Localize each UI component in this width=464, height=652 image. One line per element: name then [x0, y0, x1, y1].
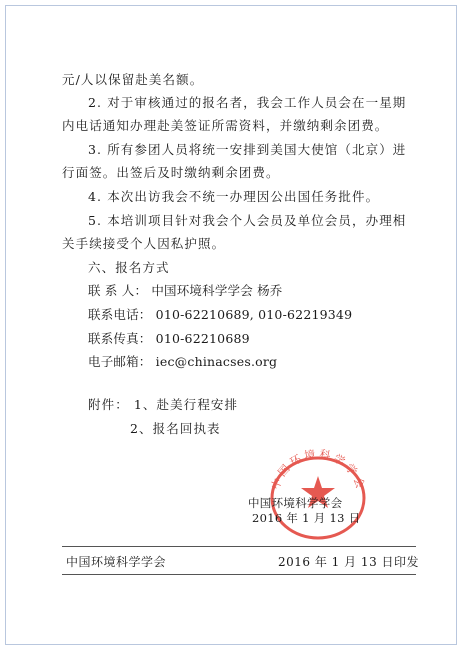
- section-title: 六、报名方式: [88, 260, 170, 275]
- attachment-1: 附件： 1、赴美行程安排: [88, 397, 239, 412]
- body-line-6: 4. 本次出访我会不统一办理因公出国任务批件。: [88, 189, 380, 204]
- signature-date: 2016 年 1 月 13 日: [252, 511, 361, 525]
- footer-date: 2016 年 1 月 13 日印发: [278, 555, 420, 569]
- body-line-5: 行面签。出签后及时缴纳剩余团费。: [62, 165, 280, 180]
- attachment-2: 2、报名回执表: [130, 421, 221, 436]
- body-line-8: 关手续接受个人因私护照。: [62, 236, 226, 251]
- body-line-7: 5. 本培训项目针对我会个人会员及单位会员，办理相: [88, 213, 407, 228]
- body-line-4: 3. 所有参团人员将统一安排到美国大使馆（北京）进: [88, 142, 407, 157]
- contact-email: 电子邮箱： iec@chinacses.org: [88, 354, 278, 369]
- seal-text: 中国环境科学学会: [268, 447, 368, 493]
- body-line-3: 内电话通知办理赴美签证所需资料，并缴纳剩余团费。: [62, 118, 389, 133]
- footer-top-rule: [62, 546, 416, 547]
- footer-bottom-rule: [62, 574, 416, 575]
- footer-org: 中国环境科学学会: [66, 555, 167, 569]
- signature-org: 中国环境科学学会: [248, 496, 343, 510]
- contact-phone: 联系电话： 010-62210689, 010-62219349: [88, 307, 353, 322]
- contact-person: 联 系 人： 中国环境科学学会 杨乔: [88, 283, 283, 298]
- body-line-2: 2. 对于审核通过的报名者，我会工作人员会在一星期: [88, 95, 407, 110]
- document-page: [5, 5, 457, 645]
- body-line-1: 元/人以保留赴美名额。: [62, 72, 204, 87]
- contact-fax: 联系传真： 010-62210689: [88, 331, 250, 346]
